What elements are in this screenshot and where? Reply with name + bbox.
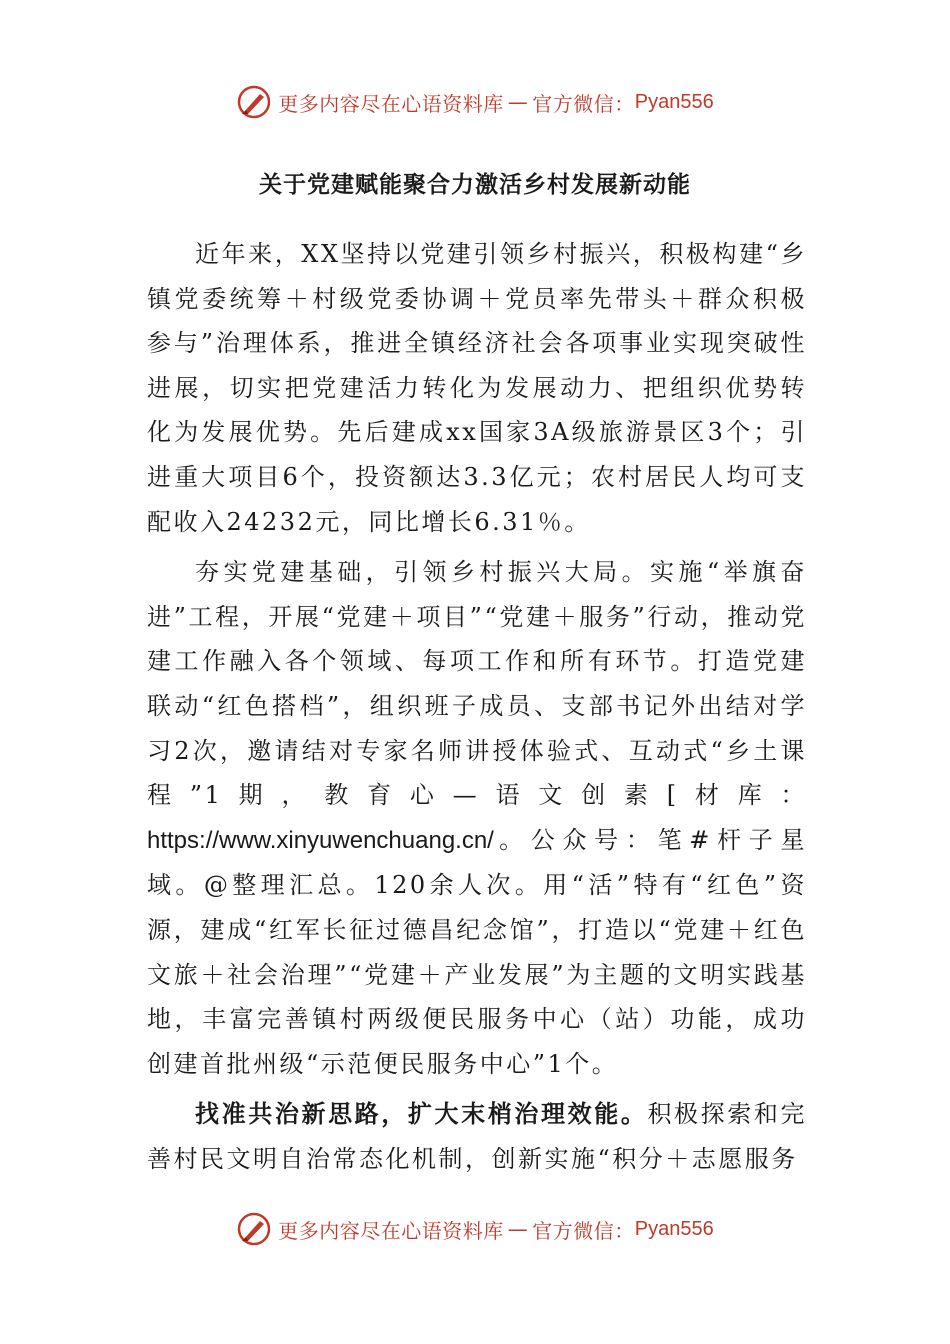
pen-circle-logo-icon	[236, 84, 272, 120]
banner-main-text: 更多内容尽在心语资料库	[278, 1218, 504, 1243]
paragraph-3-rest: 积极探索和完善村民文明自治常态化机制，创新实施“积分＋志愿服务	[147, 1100, 808, 1173]
footer-banner	[0, 1207, 950, 1251]
banner-main-text: 更多内容尽在心语资料库	[278, 91, 504, 116]
paragraph-2	[147, 550, 807, 1086]
pen-circle-logo-icon	[236, 1211, 272, 1247]
header-banner	[0, 80, 950, 124]
banner-separator: —	[507, 90, 529, 114]
paragraph-2-url: https://www.xinyuwenchuang.cn/	[147, 826, 494, 854]
banner-separator: —	[507, 1217, 529, 1241]
paragraph-2-part-b: 。公众号：笔#杆子星域。@整理汇总。120余人次。用“活”特有“红色”资源，建成“红军长征过德昌纪念馆”，打造以“党建＋红色文旅＋社会治理”“党建＋产业发展”为主题的文明实践基地，丰富完善镇村两级便民服务中心（站）功能，成功创建首批州级“示范便民服务中心”1个。	[147, 825, 807, 1078]
banner-handle: Pyan556	[634, 1217, 714, 1240]
banner-handle: Pyan556	[634, 90, 714, 113]
document-body	[147, 232, 807, 1181]
banner-wechat-label: 官方微信：	[532, 1218, 635, 1243]
paragraph-1: 近年来，XX坚持以党建引领乡村振兴，积极构建“乡镇党委统筹＋村级党委协调＋党员率先带头＋群众积极参与”治理体系，推进全镇经济社会各项事业实现突破性进展，切实把党建活力转化为发展动力、把组织优势转化为发展优势。先后建成xx国家3A级旅游景区3个；引进重大项目6个，投资额达3.3亿元；农村居民人均可支配收入24232元，同比增长6.31％。	[147, 240, 807, 536]
paragraph-3-lead: 找准共治新思路，扩大末梢治理效能。	[195, 1100, 648, 1129]
banner-wechat-label: 官方微信：	[532, 91, 635, 116]
paragraph-2-part-a: 夯实党建基础，引领乡村振兴大局。实施“举旗奋进”工程，开展“党建＋项目”“党建＋服务”行动，推动党建工作融入各个领域、每项工作和所有环节。打造党建联动“红色搭档”，组织班子成员、支部书记外出结对学习2次，邀请结对专家名师讲授体验式、互动式“乡土课程”1期，教育心—语文创素[材库：	[147, 558, 807, 810]
paragraph-3	[147, 1092, 807, 1181]
document-title: 关于党建赋能聚合力激活乡村发展新动能	[259, 172, 691, 198]
